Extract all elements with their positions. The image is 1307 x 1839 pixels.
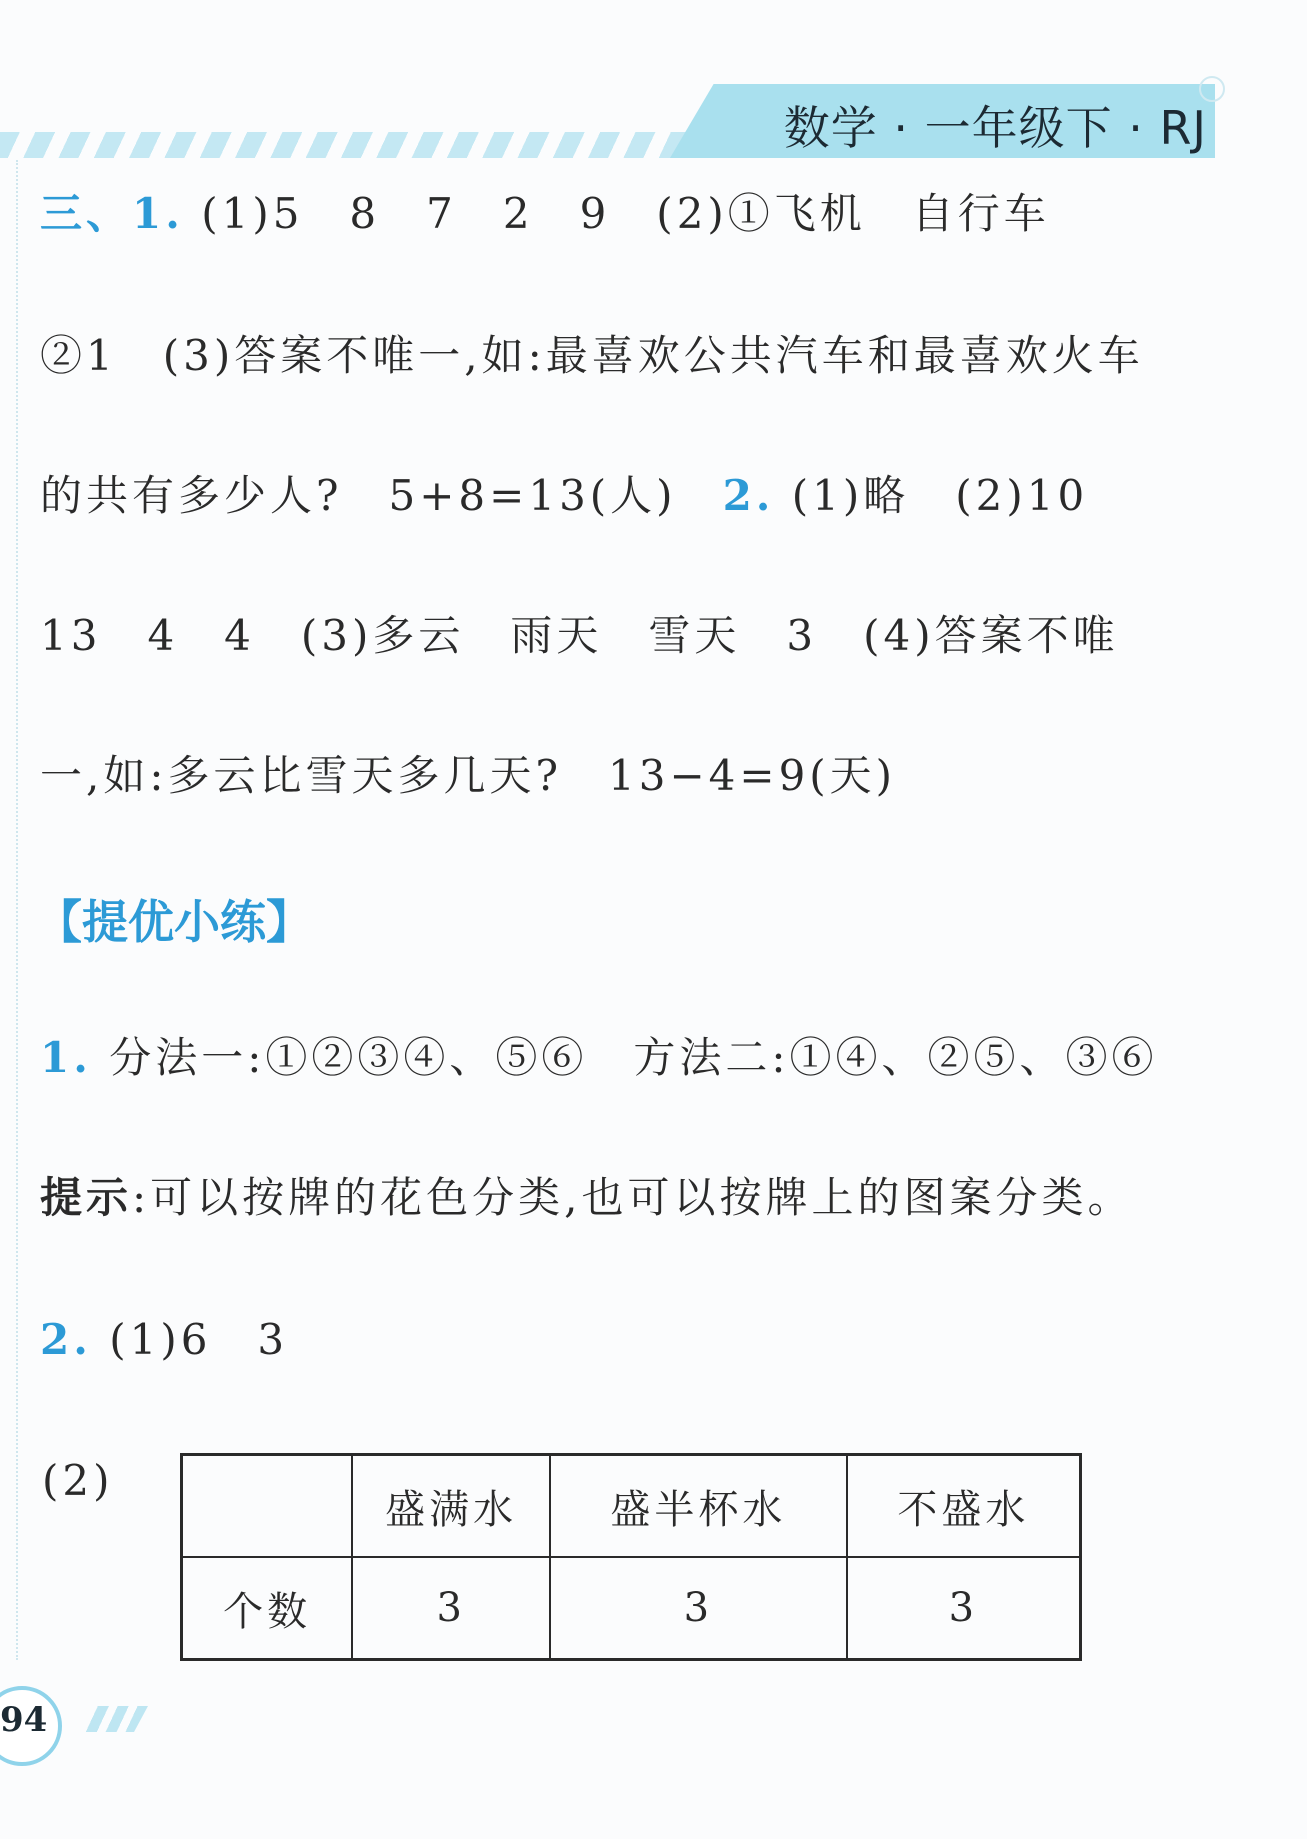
hint-text: :可以按牌的花色分类,也可以按牌上的图案分类。 (132, 1173, 1134, 1222)
practice-q2-label: 2. (40, 1315, 92, 1364)
answer-line-1 (40, 186, 1050, 242)
answer-table (180, 1453, 1082, 1661)
header-stripes (0, 132, 720, 158)
answer-line-4 (40, 608, 1119, 664)
practice-q2-text: (1)6 3 (91, 1315, 289, 1364)
practice-line-1 (40, 1030, 1158, 1086)
hint-label: 提示 (40, 1173, 133, 1222)
table-row-label: 个数 (182, 1557, 353, 1660)
table-header-cell: 不盛水 (847, 1455, 1081, 1558)
table-header-cell: 盛半杯水 (550, 1455, 847, 1558)
answer-line-2-text: ②1 (3)答案不唯一,如:最喜欢公共汽车和最喜欢火车 (40, 331, 1144, 380)
table-question-label: (2) (42, 1456, 114, 1505)
table-cell: 3 (847, 1557, 1081, 1660)
practice-line-2 (40, 1312, 288, 1368)
answer-line-2 (40, 328, 1144, 384)
answer-line-4-text: 13 4 4 (3)多云 雨天 雪天 3 (4)答案不唯 (40, 611, 1119, 660)
footer-decoration (78, 1706, 148, 1732)
table-header-cell: 盛满水 (352, 1455, 550, 1558)
question-2-label: 2. (722, 471, 775, 520)
section-three-q1-label: 三、1. (40, 189, 184, 238)
practice-q1-text: 分法一:①②③④、⑤⑥ 方法二:①④、②⑤、③⑥ (91, 1033, 1158, 1082)
table-header-row (182, 1455, 1081, 1558)
answer-line-3-text-b: (1)略 (2)10 (774, 471, 1089, 520)
margin-dotted-line (16, 160, 18, 1660)
answer-line-5 (40, 748, 896, 804)
table-cell: 3 (352, 1557, 550, 1660)
answer-line-3 (40, 468, 1088, 524)
answer-line-5-text: 一,如:多云比雪天多几天? 13−4=9(天) (40, 751, 897, 800)
table-cell: 3 (550, 1557, 847, 1660)
answer-line-1-text: (1)5 8 7 2 9 (2)①飞机 自行车 (183, 189, 1050, 238)
answer-line-3-text-a: 的共有多少人? 5+8=13(人) (40, 471, 723, 520)
page-number: 94 (0, 1700, 48, 1740)
practice-q1-label: 1. (40, 1033, 92, 1082)
table-row (182, 1557, 1081, 1660)
hint-line (40, 1170, 1134, 1226)
page-header-title: 数学 · 一年级下 · RJ (783, 101, 1207, 155)
table-header-cell (182, 1455, 353, 1558)
section-title-practice: 【提优小练】 (36, 895, 312, 949)
